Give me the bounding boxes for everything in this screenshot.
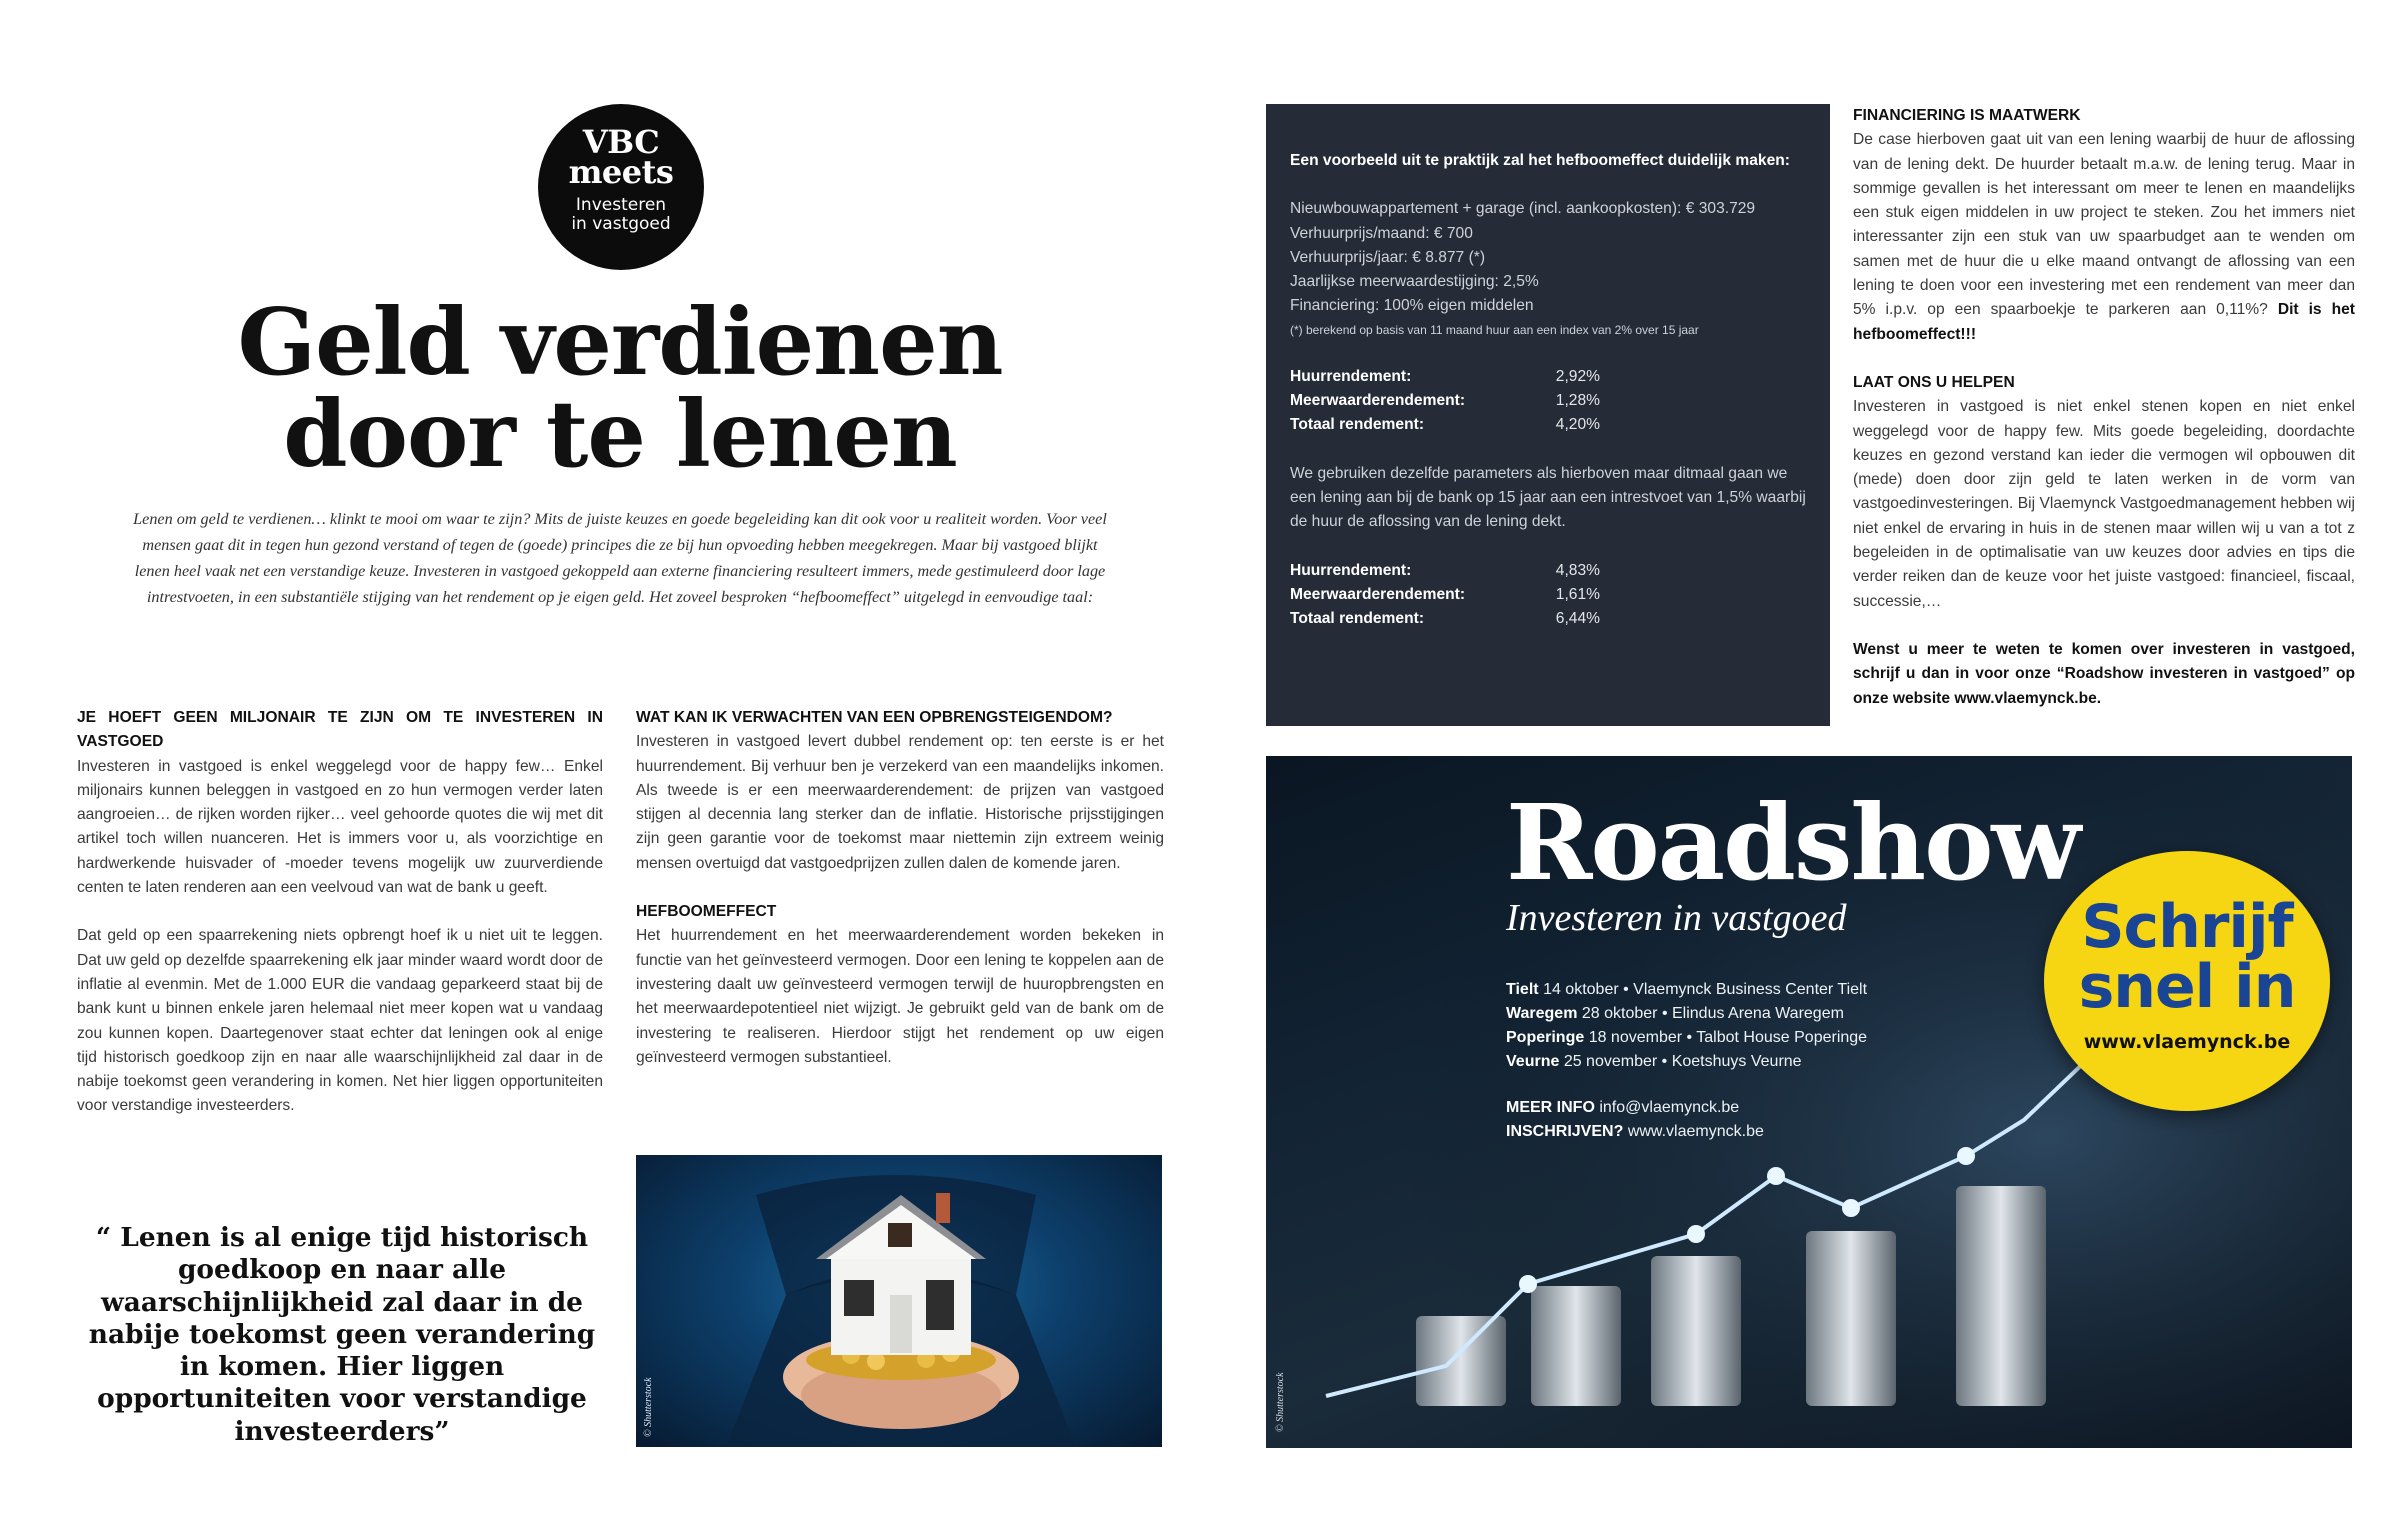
photo-credit: © Shutterstock (643, 1377, 654, 1437)
heading-financiering: FINANCIERING IS MAATWERK (1853, 107, 2081, 124)
roadshow-contact (1506, 1096, 1764, 1144)
rate-row: Meerwaarderendement: 1,61% (1290, 585, 1600, 603)
event-item: Waregem 28 oktober • Elindus Arena Waregem (1506, 1005, 1844, 1022)
example-footnote: (*) berekend op basis van 11 maand huur aan een index van 2% over 15 jaar (1290, 322, 1699, 337)
column-1 (77, 706, 603, 1119)
heading-opbrengsteigendom: WAT KAN IK VERWACHTEN VAN EEN OPBRENGSTEIGENDOM? (636, 709, 1113, 726)
col2-paragraph-1: Investeren in vastgoed levert dubbel rendement op: ten eerste is er het huurrendement. Bij verhuur ben je verzekerd van een maandelijks inkomen. Als tweede is er een meerwaarderendement: de prijzen van vastgoed stijgen al decennia lang sterker dan de inflatie. Historische prijsstijgingen zijn geen garantie voor de toekomst maar niettemin zijn extreem weinig mensen overtuigd dat vastgoedprijzen zullen dalen de komende jaren. (636, 733, 1164, 872)
example-box (1266, 104, 1830, 726)
example-line: Verhuurprijs/maand: € 700 (1290, 224, 1473, 242)
rates-with-loan (1290, 559, 1810, 632)
event-item: Poperinge 18 november • Talbot House Poperinge (1506, 1029, 1868, 1046)
roadshow-advertisement (1266, 756, 2352, 1448)
example-line: Verhuurprijs/jaar: € 8.877 (*) (1290, 248, 1486, 266)
example-lines (1290, 197, 1810, 340)
signup-website-link[interactable]: www.vlaemynck.be (1627, 1123, 1764, 1140)
info-email-link[interactable]: info@vlaemynck.be (1599, 1099, 1740, 1116)
event-item: Veurne 25 november • Koetshuys Veurne (1506, 1053, 1802, 1070)
column-2 (636, 706, 1164, 1070)
rate-row: Totaal rendement: 6,44% (1290, 610, 1600, 628)
col1-paragraph-1: Investeren in vastgoed is enkel weggelegd voor de happy few… Enkel miljonairs kunnen beleggen in vastgoed en zo hun vermogen verder laten aangroeien… de rijken worden rijker… veel gehoorde quotes die wij met dit artikel toch willen nuanceren. Het is immers voor u, als voorzichtige en hardwerkende huisvader of -moeder tevens mogelijk uw zuurverdiende centen te laten renderen aan een veelvoud van wat de bank u geeft. (77, 757, 603, 897)
col3-paragraph-1: De case hierboven gaat uit van een lening waarbij de huur de aflossing van de lening dekt. De huurder betaalt m.a.w. de lening terug. Maar in sommige gevallen is het interessant om meer te lenen en maandelijks een stuk eigen middelen in uw project te steken. Zou het immers niet interessanter zijn een stuk van uw spaarbudget aan te wenden om samen met de huur die u elke maand ontvangt de aflossing van een lening te doen voor een investering met een rendement van meer dan 5% i.p.v. op een spaarboekje te parkeren aan 0,11%? Dit is het hefboomeffect!!! (1853, 131, 2355, 343)
col1-paragraph-2: Dat geld op een spaarrekening niets opbrengt hoef ik u niet uit te leggen. Dat uw geld op dezelfde spaarrekening elk jaar minder waard wordt door de inflatie al evenmin. Met de 1.000 EUR die vandaag geparkeerd staat bij de bank kunt u binnen enkele jaren helemaal niet meer kopen wat u vandaag zou kunnen kopen. Daartegenover staat echter dat leningen ook al enige tijd historisch goedkoop zijn en naar alle waarschijnlijkheid zal daar in de nabije toekomst geen verandering in komen. Net hier liggen opportuniteiten voor verstandige investeerders. (77, 927, 603, 1115)
title-line-2: door te lenen (283, 380, 957, 488)
col2-paragraph-2: Het huurrendement en het meerwaarderendement worden bekeken in functie van het geïnvesteerd vermogen. Door een lening te koppelen aan de investering daalt uw geïnvesteerd vermogen terwijl de huuropbrengsten en het meerwaardepotentieel niet wijzigt. Je gebruikt geld van de bank om de investering te realiseren. Hierdoor stijgt het rendement op uw eigen geïnvesteerd vermogen substantieel. (636, 927, 1164, 1066)
article-intro: Lenen om geld te verdienen… klinkt te mooi om waar te zijn? Mits de juiste keuzes en goede begeleiding kan dit ook voor u realiteit worden. Voor veel mensen gaat dit in tegen hun gezond verstand of tegen de (goede) principes die ze bij hun opvoeding hebben meegekregen. Maar bij vastgoed blijkt lenen heel vaak net een verstandige keuze. Investeren in vastgoed gekoppeld aan externe financiering resulteert immers, mede gestimuleerd door lage intrestvoeten, in een substantiële stijging van het rendement op je eigen geld. Het zoveel besproken “hefboomeffect” uitgelegd in eenvoudige taal: (133, 510, 1107, 606)
house-in-hands-photo (636, 1155, 1162, 1447)
rates-without-loan (1290, 365, 1810, 438)
heading-miljonair: JE HOEFT GEEN MILJONAIR TE ZIJN OM TE INVESTEREN IN VASTGOED (77, 709, 603, 751)
example-line: Jaarlijkse meerwaardestijging: 2,5% (1290, 273, 1539, 291)
signup-line: INSCHRIJVEN? www.vlaemynck.be (1506, 1123, 1764, 1140)
rate-row: Meerwaarderendement: 1,28% (1290, 392, 1600, 410)
info-line: MEER INFO info@vlaemynck.be (1506, 1099, 1740, 1116)
logo-subtitle: Investeren in vastgoed (571, 195, 671, 234)
logo-vbc: VBC (582, 123, 660, 161)
roadshow-subtitle: Investeren in vastgoed (1506, 897, 1847, 939)
event-item: Tielt 14 oktober • Vlaemynck Business Center Tielt (1506, 981, 1868, 998)
signup-sticker[interactable] (2044, 851, 2330, 1111)
house-illustration (636, 1155, 1162, 1447)
col3-closing: Wenst u meer te weten te komen over investeren in vastgoed, schrijf u dan in voor onze “Roadshow investeren in vastgoed” op onze website www.vlaemynck.be. (1853, 640, 2355, 707)
roadshow-title: Roadshow (1506, 781, 2079, 904)
column-3 (1853, 104, 2355, 711)
example-line: Financiering: 100% eigen middelen (1290, 297, 1534, 315)
col3-paragraph-2: Investeren in vastgoed is niet enkel stenen kopen en niet enkel weggelegd voor de happy few. Mits goede begeleiding, doordachte keuzes en gezond verstand kan ieder die vermogen wil opbouwen dit (mede) doen door zijn geld te laten werken in de vorm van vastgoedinvesteringen. Bij Vlaemynck Vastgoedmanagement hebben wij niet enkel de ervaring in huis in de stenen maar willen wij u van a tot z begeleiden in de optimalisatie van uw keuzes door advies en tips die verder reiken dan de keuze voor het juiste vastgoed: financieel, fiscaal, successie,… (1853, 398, 2355, 610)
heading-laat-ons-helpen: LAAT ONS U HELPEN (1853, 373, 2015, 391)
logo-meets: meets (568, 153, 674, 191)
title-line-1: Geld verdienen (237, 288, 1003, 396)
rate-row: Huurrendement: 4,83% (1290, 561, 1600, 579)
sticker-url[interactable]: www.vlaemynck.be (2083, 1031, 2291, 1053)
example-lead: Een voorbeeld uit te praktijk zal het hefboomeffect duidelijk maken: (1290, 152, 1790, 169)
pull-quote: “ Lenen is al enige tijd historisch goedkoop en naar alle waarschijnlijkheid zal daar in de nabije toekomst geen verandering in komen. Hier liggen opportuniteiten voor verstandige investeerders” (88, 1222, 596, 1447)
hefboomeffect-emphasis: Dit is het hefboomeffect!!! (1853, 301, 2355, 343)
example-line: Nieuwbouwappartement + garage (incl. aankoopkosten): € 303.729 (1290, 200, 1756, 218)
roadshow-events (1506, 978, 1867, 1074)
example-loan-paragraph: We gebruiken dezelfde parameters als hierboven maar ditmaal gaan we een lening aan bij de bank op 15 jaar aan een intrestvoet van 1,5% waarbij de huur de aflossing van de lening dekt. (1290, 464, 1806, 531)
rate-row: Totaal rendement: 4,20% (1290, 416, 1600, 434)
sticker-label: Schrijf snel in (2078, 892, 2296, 1022)
heading-hefboomeffect: HEFBOOMEFFECT (636, 903, 777, 921)
article-title (150, 288, 1090, 488)
vbc-meets-logo (538, 104, 704, 270)
ad-photo-credit: © Shutterstock (1275, 1372, 1286, 1432)
rate-row: Huurrendement: 2,92% (1290, 367, 1600, 385)
